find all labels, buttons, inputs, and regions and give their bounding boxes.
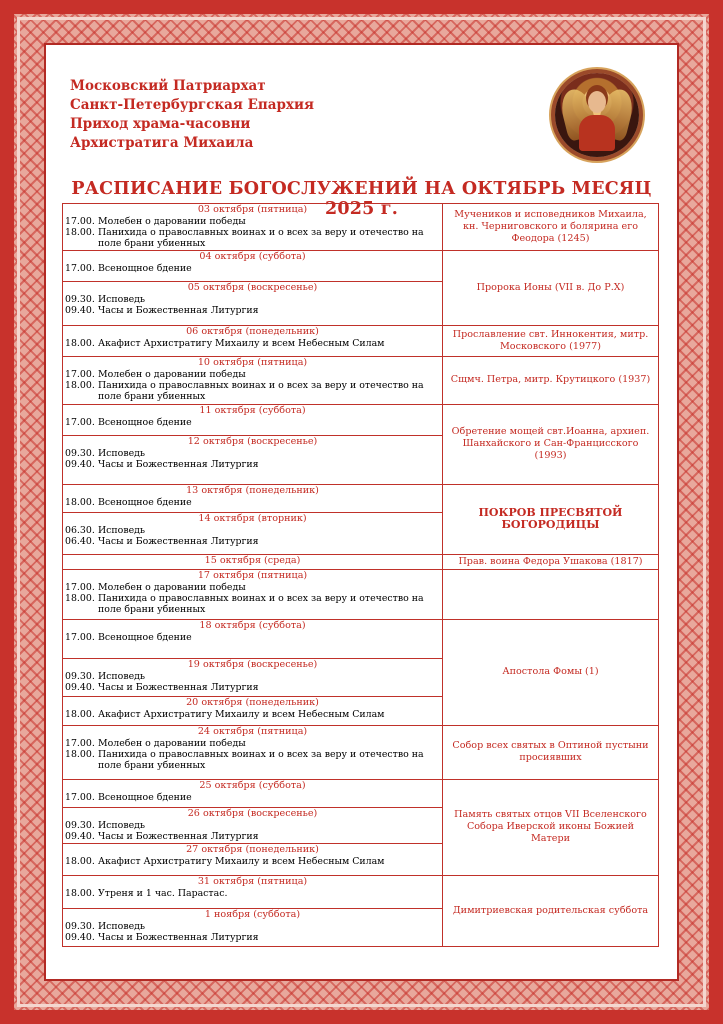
service-name: Исповедь — [98, 524, 146, 536]
service-date: 19 октября (воскресенье) — [187, 658, 318, 670]
schedule-row — [63, 619, 659, 658]
service-line — [63, 338, 442, 349]
service-line — [63, 294, 442, 305]
service-time: 09.30. — [65, 293, 95, 305]
service-name: Исповедь — [98, 670, 146, 682]
service-cell — [63, 435, 443, 484]
service-date: 17 октября (пятница) — [197, 569, 308, 581]
schedule-row — [63, 875, 659, 908]
feast-cell — [443, 569, 659, 619]
service-date: 10 октября (пятница) — [197, 356, 308, 368]
service-line — [63, 856, 442, 867]
service-date: 25 октября (суббота) — [199, 779, 306, 791]
content-panel — [46, 45, 677, 979]
service-cell — [63, 356, 443, 404]
service-line — [63, 709, 442, 720]
service-date: 31 октября (пятница) — [197, 875, 308, 887]
service-name: Всенощное бдение — [98, 416, 192, 428]
service-line — [63, 582, 442, 593]
feast-cell: Прав. воина Федора Ушакова (1817) — [443, 554, 659, 569]
service-line — [63, 671, 442, 682]
service-cell — [63, 250, 443, 281]
service-time: 09.40. — [65, 458, 95, 470]
feast-cell: Димитриевская родительская суббота — [443, 875, 659, 946]
service-time: 17.00. — [65, 416, 95, 428]
service-name: Часы и Божественная Литургия — [98, 535, 259, 547]
schedule-row — [63, 204, 659, 251]
service-cell — [63, 325, 443, 356]
service-date: 05 октября (воскресенье) — [187, 281, 318, 293]
service-name: Часы и Божественная Литургия — [98, 931, 259, 943]
service-line — [63, 738, 442, 749]
service-name: Исповедь — [98, 447, 146, 459]
service-cell — [63, 696, 443, 725]
parish-header — [70, 77, 314, 153]
schedule-row — [63, 554, 659, 569]
service-time: 09.30. — [65, 819, 95, 831]
service-time: 09.40. — [65, 931, 95, 943]
service-line — [63, 831, 442, 842]
service-time: 09.40. — [65, 681, 95, 693]
service-name: Панихида о православных воинах и о всех за веру и отечество на поле брани убиенных — [98, 592, 424, 616]
service-line — [63, 749, 442, 771]
archangel-michael-icon — [555, 73, 639, 157]
feast-cell: Память святых отцов VII Вселенского Собора Иверской иконы Божией Матери — [443, 779, 659, 875]
service-time: 18.00. — [65, 708, 95, 720]
service-cell — [63, 554, 443, 569]
service-date: 18 октября (суббота) — [199, 619, 306, 631]
feast-cell: Сщмч. Петра, митр. Крутицкого (1937) — [443, 356, 659, 404]
service-time: 18.00. — [65, 592, 95, 604]
service-cell — [63, 807, 443, 843]
service-time: 09.30. — [65, 447, 95, 459]
service-name: Всенощное бдение — [98, 262, 192, 274]
service-cell — [63, 779, 443, 807]
service-time: 17.00. — [65, 262, 95, 274]
service-time: 17.00. — [65, 737, 95, 749]
service-line — [63, 932, 442, 943]
service-name: Молебен о даровании победы — [98, 737, 246, 749]
schedule-row — [63, 569, 659, 619]
schedule-row — [63, 356, 659, 404]
service-date: 27 октября (понедельник) — [186, 843, 319, 855]
schedule-row — [63, 404, 659, 435]
service-cell — [63, 569, 443, 619]
service-cell — [63, 484, 443, 512]
service-date: 20 октября (понедельник) — [186, 696, 319, 708]
service-line — [63, 417, 442, 428]
feast-cell: Обретение мощей свт.Иоанна, архиеп. Шанхайского и Сан-Францисского (1993) — [443, 404, 659, 484]
service-time: 06.30. — [65, 524, 95, 536]
service-name: Молебен о даровании победы — [98, 368, 246, 380]
service-cell — [63, 843, 443, 875]
schedule-table — [62, 203, 659, 947]
service-date: 12 октября (воскресенье) — [187, 435, 318, 447]
service-line — [63, 369, 442, 380]
service-name: Часы и Божественная Литургия — [98, 304, 259, 316]
feast-cell: Апостола Фомы (1) — [443, 619, 659, 725]
service-time: 17.00. — [65, 368, 95, 380]
service-date: 24 октября (пятница) — [197, 725, 308, 737]
service-date: 04 октября (суббота) — [199, 250, 306, 262]
service-name: Панихида о православных воинах и о всех за веру и отечество на поле брани убиенных — [98, 379, 424, 403]
service-time: 06.40. — [65, 535, 95, 547]
service-date: 11 октября (суббота) — [199, 404, 306, 416]
service-cell — [63, 908, 443, 946]
service-time: 09.40. — [65, 304, 95, 316]
service-cell — [63, 281, 443, 325]
service-time: 09.30. — [65, 920, 95, 932]
feast-cell: Собор всех святых в Оптиной пустыни просиявших — [443, 725, 659, 779]
service-line — [63, 888, 442, 899]
feast-cell: ПОКРОВ ПРЕСВЯТОЙ БОГОРОДИЦЫ — [443, 484, 659, 554]
service-cell — [63, 404, 443, 435]
schedule-row — [63, 325, 659, 356]
service-date: 14 октября (вторник) — [198, 512, 307, 524]
service-time: 18.00. — [65, 496, 95, 508]
service-line — [63, 380, 442, 402]
service-line — [63, 305, 442, 316]
service-cell — [63, 512, 443, 554]
service-date: 13 октября (понедельник) — [186, 484, 319, 496]
service-line — [63, 792, 442, 803]
service-name: Акафист Архистратигу Михаилу и всем Небесным Силам — [98, 855, 385, 867]
service-line — [63, 497, 442, 508]
service-time: 09.30. — [65, 670, 95, 682]
service-time: 18.00. — [65, 887, 95, 899]
service-line — [63, 593, 442, 615]
service-line — [63, 263, 442, 274]
service-line — [63, 536, 442, 547]
service-name: Акафист Архистратигу Михаилу и всем Небесным Силам — [98, 708, 385, 720]
service-name: Молебен о даровании победы — [98, 581, 246, 593]
service-name: Исповедь — [98, 920, 146, 932]
schedule-row — [63, 779, 659, 807]
header-line: Приход храма-часовни — [70, 116, 251, 132]
header-line: Санкт-Петербургская Епархия — [70, 97, 314, 113]
service-time: 18.00. — [65, 748, 95, 760]
service-name: Всенощное бдение — [98, 631, 192, 643]
service-line — [63, 216, 442, 227]
service-line — [63, 682, 442, 693]
service-time: 09.40. — [65, 830, 95, 842]
service-name: Акафист Архистратигу Михаилу и всем Небесным Силам — [98, 337, 385, 349]
service-name: Часы и Божественная Литургия — [98, 681, 259, 693]
service-cell — [63, 725, 443, 779]
service-time: 17.00. — [65, 581, 95, 593]
service-cell — [63, 875, 443, 908]
service-date: 26 октября (воскресенье) — [187, 807, 318, 819]
service-date: 1 ноября (суббота) — [204, 908, 301, 920]
schedule-row — [63, 484, 659, 512]
schedule-row — [63, 250, 659, 281]
service-cell — [63, 658, 443, 696]
schedule-title: РАСПИСАНИЕ БОГОСЛУЖЕНИЙ НА ОКТЯБРЬ МЕСЯЦ 2025 г. — [71, 179, 652, 219]
service-name: Часы и Божественная Литургия — [98, 830, 259, 842]
service-date: 15 октября (среда) — [204, 554, 301, 566]
feast-cell: Прославление свт. Иннокентия, митр. Московского (1977) — [443, 325, 659, 356]
service-name: Исповедь — [98, 293, 146, 305]
service-line — [63, 525, 442, 536]
service-line — [63, 459, 442, 470]
feast-cell: Мучеников и исповедников Михаила, кн. Черниговского и болярина его Феодора (1245) — [443, 204, 659, 251]
service-time: 17.00. — [65, 791, 95, 803]
service-name: Утреня и 1 час. Парастас. — [98, 887, 228, 899]
service-time: 18.00. — [65, 855, 95, 867]
service-name: Молебен о даровании победы — [98, 216, 246, 227]
service-line — [63, 820, 442, 831]
feast-cell: Пророка Ионы (VII в. До Р.Х) — [443, 250, 659, 325]
service-cell — [63, 619, 443, 658]
header-line: Московский Патриархат — [70, 78, 266, 94]
service-name: Всенощное бдение — [98, 496, 192, 508]
service-line — [63, 632, 442, 643]
service-cell — [63, 204, 443, 251]
service-time: 18.00. — [65, 227, 95, 239]
service-time: 18.00. — [65, 379, 95, 391]
service-date: 06 октября (понедельник) — [186, 325, 319, 337]
service-name: Панихида о православных воинах и о всех за веру и отечество на поле брани убиенных — [98, 227, 424, 250]
service-line — [63, 921, 442, 932]
service-name: Панихида о православных воинах и о всех за веру и отечество на поле брани убиенных — [98, 748, 424, 772]
service-time: 18.00. — [65, 337, 95, 349]
service-time: 17.00. — [65, 216, 95, 227]
schedule-row — [63, 725, 659, 779]
service-name: Всенощное бдение — [98, 791, 192, 803]
service-time: 17.00. — [65, 631, 95, 643]
service-line — [63, 227, 442, 249]
service-line — [63, 448, 442, 459]
service-date: 03 октября (пятница) — [197, 204, 308, 215]
service-name: Часы и Божественная Литургия — [98, 458, 259, 470]
service-name: Исповедь — [98, 819, 146, 831]
header-line: Архистратига Михаила — [70, 135, 254, 151]
